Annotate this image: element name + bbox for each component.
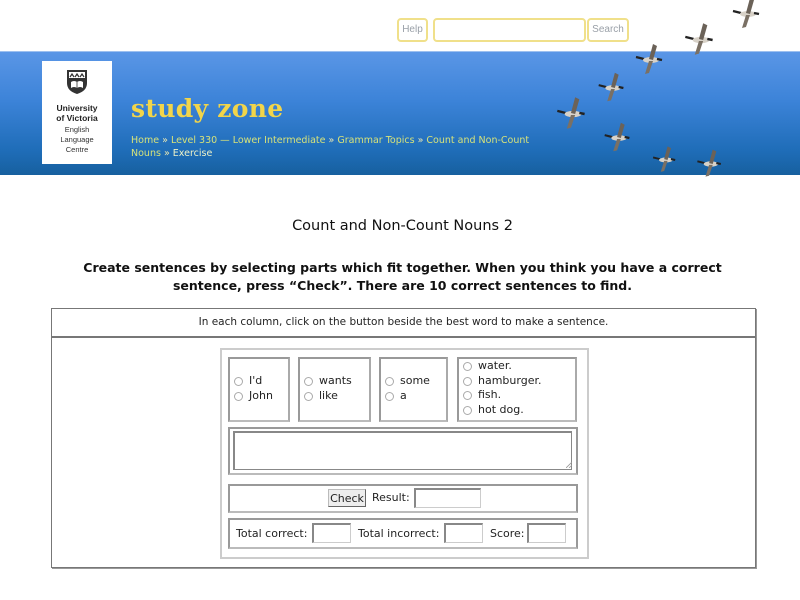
search-input[interactable] [433, 18, 586, 42]
word-column-3 [379, 357, 448, 422]
breadcrumb-current: Exercise [172, 148, 213, 159]
option-wants[interactable] [304, 374, 352, 389]
option-label: fish. [478, 388, 502, 401]
result-label: Result: [372, 491, 410, 504]
score-field[interactable] [527, 523, 566, 543]
site-title: study zone [131, 94, 284, 123]
check-row [228, 484, 578, 513]
breadcrumb-count-noncount[interactable]: Count and Non-Count Nouns [131, 135, 530, 159]
total-incorrect-label: Total incorrect: [358, 527, 440, 540]
totals-row [228, 518, 578, 549]
page-title: Count and Non-Count Nouns 2 [292, 218, 513, 234]
option-id[interactable] [234, 374, 273, 389]
sentence-textarea[interactable] [233, 431, 572, 470]
word-column-4 [457, 357, 577, 422]
logo-centre-text: English Language Centre [60, 125, 94, 154]
score-label: Score: [490, 527, 525, 540]
radio-button[interactable] [463, 406, 472, 415]
option-label: some [400, 374, 430, 387]
option-water[interactable] [463, 359, 541, 374]
breadcrumb-level-330[interactable]: Level 330 — Lower Intermediate [170, 135, 326, 146]
help-button[interactable]: Help [397, 18, 428, 42]
radio-button[interactable] [385, 377, 394, 386]
word-column-1 [228, 357, 290, 422]
radio-button[interactable] [463, 362, 472, 371]
exercise-panel [51, 308, 756, 568]
option-label: I'd [249, 374, 263, 387]
total-correct-field[interactable] [312, 523, 351, 543]
university-logo[interactable] [42, 61, 112, 164]
site-banner [0, 51, 800, 175]
sentence-box [228, 427, 578, 475]
total-correct-label: Total correct: [236, 527, 308, 540]
radio-button[interactable] [463, 377, 472, 386]
radio-button[interactable] [234, 377, 243, 386]
option-a[interactable] [385, 389, 430, 404]
radio-button[interactable] [304, 392, 313, 401]
option-label: like [319, 388, 338, 402]
radio-button[interactable] [234, 392, 243, 401]
resize-grip-icon[interactable] [566, 462, 572, 468]
result-field[interactable] [414, 488, 481, 508]
exercise-form [220, 348, 589, 559]
option-like[interactable] [304, 389, 352, 404]
breadcrumb-separator: » [328, 135, 335, 146]
breadcrumb-separator: » [163, 148, 170, 159]
option-label: hamburger. [478, 373, 542, 387]
exercise-header: In each column, click on the button beside the best word to make a sentence. [52, 309, 755, 338]
word-column-2 [298, 357, 371, 422]
breadcrumb-separator: » [417, 135, 424, 146]
option-label: water. [478, 359, 512, 372]
option-hamburger[interactable] [463, 374, 541, 389]
shield-crest-icon [66, 69, 88, 95]
instructions-text: Create sentences by selecting parts which fit together. When you think you have a correct sentence, press “Check”. There are 10 correct sentences to find. [83, 260, 722, 293]
option-some[interactable] [385, 374, 430, 389]
total-incorrect-field[interactable] [444, 523, 483, 543]
breadcrumb [131, 134, 561, 160]
option-john[interactable] [234, 389, 273, 404]
breadcrumb-home[interactable]: Home [131, 135, 160, 146]
option-hot-dog[interactable] [463, 403, 541, 418]
check-button[interactable]: Check [328, 489, 366, 507]
search-button[interactable]: Search [587, 18, 629, 42]
breadcrumb-separator: » [162, 135, 168, 146]
option-label: a [400, 388, 407, 402]
radio-button[interactable] [463, 391, 472, 400]
option-label: John [249, 388, 273, 402]
radio-button[interactable] [385, 392, 394, 401]
option-label: wants [319, 374, 352, 387]
option-label: hot dog. [478, 402, 524, 416]
breadcrumb-grammar-topics[interactable]: Grammar Topics [337, 135, 415, 146]
logo-university-text: University of Victoria [56, 103, 98, 123]
radio-button[interactable] [304, 377, 313, 386]
option-fish[interactable] [463, 388, 541, 403]
